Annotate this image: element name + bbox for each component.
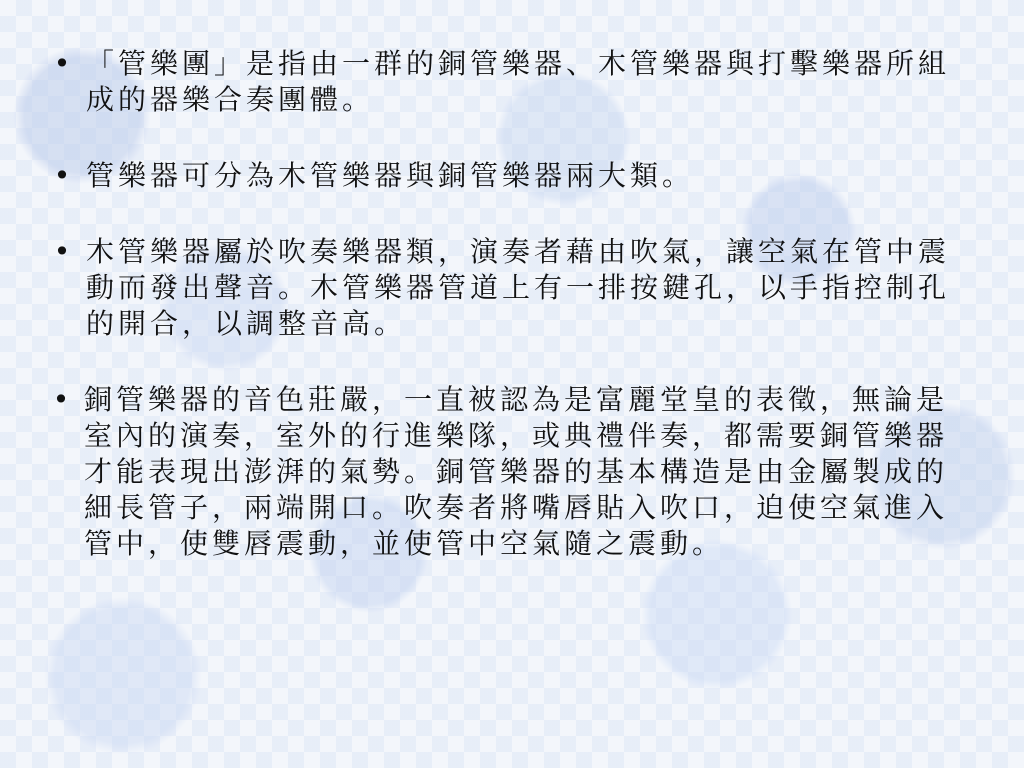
bullet-text: 管樂器可分為木管樂器與銅管樂器兩大類。 [86,159,695,192]
bullet-item [38,382,968,562]
bullet-marker: • [53,47,71,80]
bullet-text: 木管樂器屬於吹奏樂器類，演奏者藉由吹氣，讓空氣在管中震動而發出聲音。木管樂器管道上有一排按鍵孔，以手指控制孔的開合，以調整音高。 [86,235,951,340]
bullet-list [38,46,968,602]
bullet-marker: • [53,235,71,268]
bullet-text: 銅管樂器的音色莊嚴，一直被認為是富麗堂皇的表徵，無論是室內的演奏，室外的行進樂隊，或典禮伴奏，都需要銅管樂器才能表現出澎湃的氣勢。銅管樂器的基本構造是由金屬製成的細長管子，兩端開口。吹奏者將嘴唇貼入吹口，迫使空氣進入管中，使雙唇震動，並使管中空氣隨之震動。 [84,383,949,560]
bullet-text: 「管樂團」是指由一群的銅管樂器、木管樂器與打擊樂器所組成的器樂合奏團體。 [86,47,951,116]
bullet-marker: • [52,383,70,416]
bullet-item [38,234,968,342]
bullet-marker: • [53,159,71,192]
bullet-item [38,158,968,194]
bullet-item [38,46,968,118]
